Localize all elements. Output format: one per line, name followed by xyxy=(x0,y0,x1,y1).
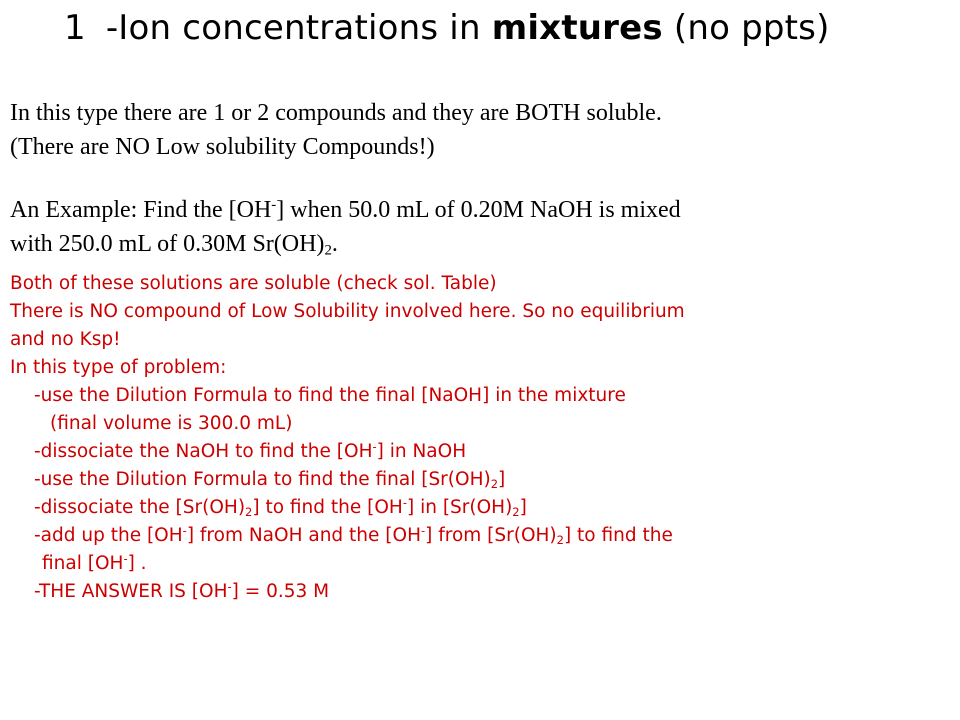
step-5-d: ] to find the xyxy=(563,525,673,546)
step-4-sup: - xyxy=(402,495,407,510)
step-3 xyxy=(10,466,950,494)
step-3-b: ] xyxy=(498,469,506,490)
example-text-d: . xyxy=(331,231,338,257)
step-5-e: final [OH xyxy=(42,553,124,574)
step-4-b: ] to find the [OH xyxy=(252,497,403,518)
intro-line-2: (There are NO Low solubility Compounds!) xyxy=(10,134,435,160)
note-no-low-2: and no Ksp! xyxy=(10,329,121,350)
answer-a: -THE ANSWER IS [OH xyxy=(34,581,228,602)
example-line-2 xyxy=(10,227,950,261)
step-4-sub-2: 2 xyxy=(512,504,520,519)
step-2 xyxy=(10,438,950,466)
step-5-cont xyxy=(10,550,950,578)
note-no-low-1: There is NO compound of Low Solubility involved here. So no equilibrium xyxy=(10,301,685,322)
step-5-sup-1: - xyxy=(182,523,187,538)
step-5-c: ] from [Sr(OH) xyxy=(425,525,557,546)
example-text-b: ] when 50.0 mL of 0.20M NaOH is mixed xyxy=(276,197,681,223)
step-1b: (final volume is 300.0 mL) xyxy=(50,413,293,434)
answer-sup: - xyxy=(227,579,232,594)
step-5 xyxy=(10,522,950,550)
step-4-a: -dissociate the [Sr(OH) xyxy=(34,497,246,518)
slide-title xyxy=(64,8,944,48)
step-5-sub: 2 xyxy=(556,532,564,547)
step-5-sup-2: - xyxy=(421,523,426,538)
step-2-a: -dissociate the NaOH to find the [OH xyxy=(34,441,373,462)
example-paragraph xyxy=(10,193,950,261)
example-text-a: An Example: Find the [OH xyxy=(10,197,272,223)
example-sup: - xyxy=(271,196,277,213)
step-4 xyxy=(10,494,950,522)
example-line-1 xyxy=(10,193,950,227)
solution-notes xyxy=(10,270,950,606)
example-text-c: with 250.0 mL of 0.30M Sr(OH) xyxy=(10,231,325,257)
step-5-a: -add up the [OH xyxy=(34,525,183,546)
example-sub: 2 xyxy=(324,242,332,259)
step-1: -use the Dilution Formula to find the final [NaOH] in the mixture xyxy=(34,385,626,406)
step-4-c: ] in [Sr(OH) xyxy=(406,497,513,518)
step-5-f: ] . xyxy=(127,553,147,574)
intro-line-1: In this type there are 1 or 2 compounds and they are BOTH soluble. xyxy=(10,100,662,126)
title-bold: mixtures xyxy=(491,8,663,48)
title-number: 1 xyxy=(64,8,86,48)
step-4-d: ] xyxy=(519,497,527,518)
step-3-sub: 2 xyxy=(490,476,498,491)
answer-line xyxy=(10,578,950,606)
step-5-sup-3: - xyxy=(123,551,128,566)
title-prefix: -Ion concentrations in xyxy=(105,8,492,48)
note-soluble: Both of these solutions are soluble (check sol. Table) xyxy=(10,273,497,294)
intro-paragraph xyxy=(10,96,950,164)
step-4-sub-1: 2 xyxy=(245,504,253,519)
answer-b: ] = 0.53 M xyxy=(231,581,330,602)
step-2-sup: - xyxy=(372,439,377,454)
step-3-a: -use the Dilution Formula to find the final [Sr(OH) xyxy=(34,469,491,490)
title-suffix: (no ppts) xyxy=(662,8,830,48)
note-intro: In this type of problem: xyxy=(10,357,227,378)
step-2-b: ] in NaOH xyxy=(376,441,467,462)
step-5-b: ] from NaOH and the [OH xyxy=(186,525,421,546)
